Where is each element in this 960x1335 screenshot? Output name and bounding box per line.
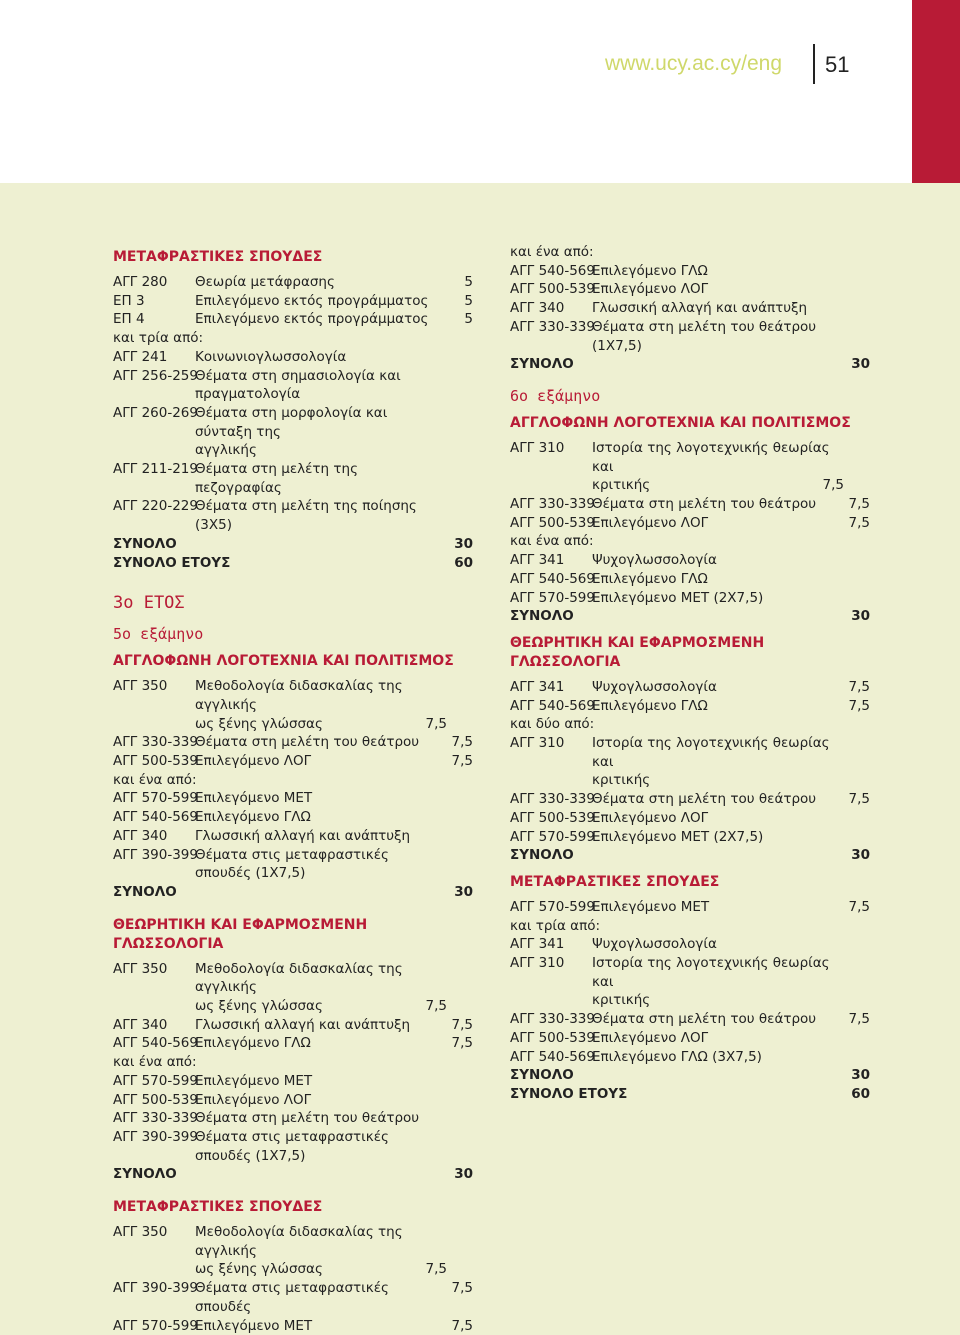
left-column (113, 243, 473, 1335)
course-row (510, 551, 870, 570)
header-divider (813, 44, 815, 84)
course-credits: 7,5 (451, 1035, 473, 1052)
course-row (510, 589, 870, 608)
course-credits: 7,5 (451, 734, 473, 751)
section-heading: ΘΕΩΡΗΤΙΚΗ ΚΑΙ ΕΦΑΡΜΟΣΜΕΝΗ ΓΛΩΣΣΟΛΟΓΙΑ (510, 634, 765, 670)
total-value: 30 (454, 1166, 473, 1183)
course-code: ΑΓΓ 280 (113, 274, 168, 290)
course-title: Επιλεγόμενο ΜΕΤ (2Χ7,5) (592, 589, 764, 606)
course-row (113, 1034, 473, 1053)
course-title: Επιλεγόμενο ΜΕΤ (592, 898, 710, 915)
course-row (113, 677, 473, 714)
course-credits: 7,5 (425, 1261, 447, 1278)
course-list (510, 898, 870, 1066)
course-credits: 7,5 (848, 496, 870, 513)
course-title: Επιλεγόμενο ΓΛΩ (592, 570, 708, 587)
course-code: ΑΓΓ 350 (113, 1224, 168, 1241)
course-code: ΑΓΓ 260-269 (113, 404, 198, 421)
course-title: Επιλεγόμενο ΜΕΤ (2Χ7,5) (592, 828, 764, 845)
total-row (510, 355, 870, 374)
course-row (113, 460, 473, 497)
course-title: Επιλεγόμενο ΛΟΓ (592, 809, 709, 826)
course-credits: 5 (464, 311, 473, 328)
course-code: ΑΓΓ 500-539 (510, 1029, 595, 1046)
course-row (510, 954, 870, 991)
choice-note: και ένα από: (510, 244, 594, 260)
course-credits: 7,5 (848, 898, 870, 915)
choice-note: και δύο από: (510, 716, 595, 733)
course-row (113, 1091, 473, 1110)
total-label: ΣΥΝΟΛΟ (510, 847, 574, 864)
course-credits: 7,5 (425, 715, 447, 732)
course-title: Επιλεγόμενο ΓΛΩ (3Χ7,5) (592, 1048, 762, 1065)
course-row (510, 262, 870, 281)
course-row (510, 790, 870, 809)
course-code: ΑΓΓ 310 (510, 735, 565, 752)
course-code: ΑΓΓ 340 (510, 300, 565, 317)
course-title: Θέματα στις μεταφραστικές σπουδές (1Χ7,5) (195, 1128, 389, 1164)
course-row (113, 1016, 473, 1035)
course-credits: 5 (464, 274, 473, 290)
total-label: ΣΥΝΟΛΟ (510, 608, 574, 625)
course-row (113, 310, 473, 329)
course-title: Θέματα στη μελέτη του θεάτρου (592, 1011, 817, 1028)
course-code: ΑΓΓ 540-569 (510, 570, 595, 587)
course-code: ΑΓΓ 330-339 (510, 791, 595, 808)
course-title-continuation (113, 1260, 447, 1279)
course-title-continuation (113, 997, 447, 1016)
course-row (510, 678, 870, 697)
course-code: ΑΓΓ 540-569 (510, 697, 595, 714)
course-code: ΑΓΓ 500-539 (510, 809, 595, 826)
choice-note: και τρία από: (510, 917, 601, 934)
course-code: ΑΓΓ 540-569 (113, 1035, 198, 1052)
course-row (113, 752, 473, 771)
course-title: Επιλεγόμενο ΓΛΩ (195, 809, 311, 826)
year-heading: 3ο ΕΤΟΣ (113, 593, 185, 614)
course-title-cont: κριτικής (592, 992, 651, 1009)
course-list (510, 678, 870, 846)
course-row (113, 1279, 473, 1316)
course-title: Ψυχογλωσσολογία (592, 678, 717, 695)
course-title-cont: αγγλικής (195, 442, 257, 459)
course-title: Θέματα στη μελέτη της πεζογραφίας (195, 461, 359, 496)
course-title: Γλωσσική αλλαγή και ανάπτυξη (592, 300, 808, 317)
course-title: Επιλεγόμενο ΛΟΓ (592, 281, 709, 298)
course-title: Θέματα στη μορφολογία και σύνταξη της (195, 404, 388, 440)
course-row (510, 439, 870, 476)
course-code: ΑΓΓ 570-599 (510, 589, 595, 606)
section-heading: ΜΕΤΑΦΡΑΣΤΙΚΕΣ ΣΠΟΥΔΕΣ (113, 1199, 323, 1216)
course-row (510, 570, 870, 589)
course-code: ΑΓΓ 570-599 (113, 1317, 198, 1334)
semester-heading: 6ο εξάμηνο (510, 386, 601, 405)
course-code: ΑΓΓ 330-339 (510, 496, 595, 513)
course-code: ΑΓΓ 211-219 (113, 461, 198, 478)
course-row (510, 1029, 870, 1048)
choice-note: και τρία από: (113, 330, 204, 347)
course-title: Μεθοδολογία διδασκαλίας της αγγλικής (195, 1224, 403, 1259)
course-title-continuation (113, 385, 447, 404)
course-code: ΑΓΓ 540-569 (113, 809, 198, 826)
course-title: Ιστορία της λογοτεχνικής θεωρίας και (592, 735, 830, 770)
course-code: ΑΓΓ 330-339 (113, 1110, 198, 1127)
course-code: ΑΓΓ 340 (113, 1016, 168, 1033)
course-credits: 5 (464, 292, 473, 309)
course-row (113, 846, 473, 883)
course-title: Γλωσσική αλλαγή και ανάπτυξη (195, 827, 411, 844)
total-value: 30 (851, 847, 870, 864)
course-row (113, 273, 473, 292)
total-label: ΣΥΝΟΛΟ (113, 1166, 177, 1183)
course-title: Επιλεγόμενο ΓΛΩ (592, 262, 708, 279)
course-title: Θέματα στη μελέτη του θεάτρου (195, 734, 420, 751)
right-column (510, 243, 870, 1104)
total-value: 30 (851, 1067, 870, 1084)
course-title: Επιλεγόμενο ΓΛΩ (195, 1035, 311, 1052)
course-row (510, 495, 870, 514)
website-url[interactable]: www.ucy.ac.cy/eng (605, 52, 783, 75)
course-title: Μεθοδολογία διδασκαλίας της αγγλικής (195, 960, 403, 996)
course-title: Θέματα στη μελέτη της ποίησης (3Χ5) (195, 498, 417, 534)
total-value: 30 (454, 883, 473, 900)
total-row (113, 535, 473, 554)
year-total-value: 60 (454, 554, 473, 571)
course-title: Ιστορία της λογοτεχνικής θεωρίας και (592, 955, 830, 990)
course-credits: 7,5 (451, 753, 473, 770)
course-title: Επιλεγόμενο ΛΟΓ (592, 1029, 709, 1046)
course-code: ΑΓΓ 500-539 (510, 281, 595, 298)
total-row (113, 883, 473, 902)
course-title: Γλωσσική αλλαγή και ανάπτυξη (195, 1016, 411, 1033)
course-code: ΑΓΓ 341 (510, 678, 565, 695)
course-code: ΕΠ 3 (113, 292, 145, 309)
course-title: Επιλεγόμενο ΜΕΤ (195, 790, 313, 807)
course-code: ΑΓΓ 500-539 (510, 514, 595, 531)
course-row (113, 1072, 473, 1091)
course-row (113, 497, 473, 534)
total-row (510, 846, 870, 865)
course-title-continuation (113, 441, 447, 460)
course-row (113, 1317, 473, 1335)
course-credits: 7,5 (848, 678, 870, 695)
course-list (113, 960, 473, 1166)
course-title-continuation (113, 715, 447, 734)
course-title: Επιλεγόμενο ΜΕΤ (195, 1072, 313, 1089)
course-list (113, 1223, 473, 1335)
course-code: ΑΓΓ 570-599 (113, 1072, 198, 1089)
course-title: Θέματα στις μεταφραστικές σπουδές (195, 1280, 389, 1315)
choice-note: και ένα από: (113, 1054, 197, 1071)
course-code: ΑΓΓ 341 (510, 552, 565, 569)
course-title-cont: κριτικής (592, 477, 651, 494)
course-credits: 7,5 (848, 791, 870, 808)
course-title: Επιλεγόμενο ΛΟΓ (195, 753, 312, 770)
year-total-value: 60 (851, 1085, 870, 1102)
course-code: ΑΓΓ 390-399 (113, 1280, 198, 1297)
course-code: ΑΓΓ 390-399 (113, 846, 198, 863)
course-code: ΑΓΓ 330-339 (510, 1011, 595, 1028)
course-credits: 7,5 (848, 514, 870, 531)
course-title: Κοινωνιογλωσσολογία (195, 348, 347, 365)
course-code: ΑΓΓ 241 (113, 348, 168, 365)
total-row (510, 607, 870, 626)
page-header (0, 0, 960, 183)
course-row (510, 935, 870, 954)
course-code: ΑΓΓ 570-599 (510, 898, 595, 915)
course-code: ΑΓΓ 310 (510, 955, 565, 972)
section-heading: ΘΕΩΡΗΤΙΚΗ ΚΑΙ ΕΦΑΡΜΟΣΜΕΝΗ ΓΛΩΣΣΟΛΟΓΙΑ (113, 916, 368, 952)
total-label: ΣΥΝΟΛΟ (510, 356, 574, 373)
course-code: ΑΓΓ 350 (113, 960, 168, 977)
semester-heading: 5ο εξάμηνο (113, 625, 204, 644)
course-title: Ιστορία της λογοτεχνικής θεωρίας και (592, 439, 830, 475)
course-title-continuation (510, 771, 844, 790)
course-credits: 7,5 (848, 697, 870, 714)
course-row (113, 789, 473, 808)
course-row (510, 697, 870, 716)
course-row (113, 348, 473, 367)
course-title: Επιλεγόμενο ΛΟΓ (592, 514, 709, 531)
course-code: ΑΓΓ 310 (510, 439, 565, 456)
course-title: Ψυχογλωσσολογία (592, 552, 717, 569)
year-total-row (113, 554, 473, 573)
course-code: ΑΓΓ 330-339 (510, 318, 595, 335)
course-row (510, 318, 870, 355)
course-credits: 7,5 (822, 477, 844, 494)
course-list (113, 677, 473, 883)
course-title-cont: πραγματολογία (195, 386, 301, 403)
course-title: Θέματα στη μελέτη του θεάτρου (592, 496, 817, 513)
total-label: ΣΥΝΟΛΟ (113, 535, 177, 552)
total-label: ΣΥΝΟΛΟ (113, 883, 177, 900)
course-code: ΑΓΓ 220-229 (113, 498, 198, 515)
course-row (113, 292, 473, 311)
year-total-label: ΣΥΝΟΛΟ ΕΤΟΥΣ (113, 554, 231, 571)
course-row (113, 367, 473, 386)
course-title: Ψυχογλωσσολογία (592, 936, 717, 953)
course-title: Επιλεγόμενο εκτός προγράμματος (195, 311, 429, 328)
course-row (510, 1048, 870, 1067)
course-title: Επιλεγόμενο εκτός προγράμματος (195, 292, 429, 309)
course-row (510, 734, 870, 771)
course-title-cont: ως ξένης γλώσσας (195, 1261, 323, 1278)
course-code: ΑΓΓ 341 (510, 936, 565, 953)
course-title: Επιλεγόμενο ΛΟΓ (195, 1091, 312, 1108)
section-heading: ΑΓΓΛΟΦΩΝΗ ΛΟΓΟΤΕΧΝΙΑ ΚΑΙ ΠΟΛΙΤΙΣΜΟΣ (510, 414, 851, 431)
course-row (113, 808, 473, 827)
year-total-row (510, 1085, 870, 1104)
course-row (113, 404, 473, 441)
course-row (510, 828, 870, 847)
course-code: ΑΓΓ 256-259 (113, 367, 198, 384)
course-row (510, 809, 870, 828)
page-number: 51 (825, 52, 850, 77)
course-title: Θέματα στη μελέτη του θεάτρου (195, 1110, 420, 1127)
course-code: ΑΓΓ 540-569 (510, 262, 595, 279)
year-total-label: ΣΥΝΟΛΟ ΕΤΟΥΣ (510, 1085, 628, 1102)
course-row (510, 280, 870, 299)
course-code: ΑΓΓ 350 (113, 678, 168, 695)
course-title-continuation (510, 476, 844, 495)
course-code: ΑΓΓ 570-599 (113, 790, 198, 807)
total-value: 30 (454, 535, 473, 552)
total-row (113, 1165, 473, 1184)
course-code: ΑΓΓ 500-539 (113, 1091, 198, 1108)
course-credits: 7,5 (451, 1016, 473, 1033)
course-code: ΑΓΓ 540-569 (510, 1048, 595, 1065)
section-heading: ΜΕΤΑΦΡΑΣΤΙΚΕΣ ΣΠΟΥΔΕΣ (113, 249, 323, 265)
course-title: Θέματα στις μεταφραστικές σπουδές (1Χ7,5) (195, 846, 389, 882)
course-row (113, 827, 473, 846)
course-row (113, 733, 473, 752)
course-code: ΑΓΓ 330-339 (113, 734, 198, 751)
section-heading: ΜΕΤΑΦΡΑΣΤΙΚΕΣ ΣΠΟΥΔΕΣ (510, 873, 720, 890)
course-title: Επιλεγόμενο ΓΛΩ (592, 697, 708, 714)
section-heading: ΑΓΓΛΟΦΩΝΗ ΛΟΓΟΤΕΧΝΙΑ ΚΑΙ ΠΟΛΙΤΙΣΜΟΣ (113, 653, 454, 670)
course-credits: 7,5 (451, 1280, 473, 1297)
course-title-continuation (510, 991, 844, 1010)
total-value: 30 (851, 608, 870, 625)
course-title: Θέματα στη σημασιολογία και (195, 367, 401, 384)
course-row (510, 299, 870, 318)
course-title: Θέματα στη μελέτη του θεάτρου (592, 791, 817, 808)
choice-note: και ένα από: (510, 533, 594, 550)
course-list (510, 243, 870, 355)
course-list (113, 273, 473, 535)
course-row (510, 1010, 870, 1029)
accent-bar (912, 0, 960, 183)
total-value: 30 (851, 356, 870, 373)
course-credits: 7,5 (451, 1317, 473, 1334)
course-title: Θέματα στη μελέτη του θεάτρου (1Χ7,5) (592, 318, 817, 354)
course-title: Θεωρία μετάφρασης (195, 274, 335, 290)
course-row (113, 1109, 473, 1128)
course-row (510, 514, 870, 533)
total-label: ΣΥΝΟΛΟ (510, 1067, 574, 1084)
course-code: ΑΓΓ 500-539 (113, 753, 198, 770)
course-title: Μεθοδολογία διδασκαλίας της αγγλικής (195, 678, 403, 713)
course-title-cont: κριτικής (592, 772, 651, 789)
choice-note: και ένα από: (113, 771, 197, 788)
course-credits: 7,5 (425, 998, 447, 1015)
course-credits: 7,5 (848, 1011, 870, 1028)
course-code: ΑΓΓ 340 (113, 827, 168, 844)
course-row (113, 960, 473, 997)
total-row (510, 1066, 870, 1085)
course-title: Επιλεγόμενο ΜΕΤ (195, 1317, 313, 1334)
course-code: ΕΠ 4 (113, 311, 145, 328)
course-title-cont: ως ξένης γλώσσας (195, 998, 323, 1015)
course-code: ΑΓΓ 570-599 (510, 828, 595, 845)
course-code: ΑΓΓ 390-399 (113, 1128, 198, 1145)
course-row (113, 1223, 473, 1260)
course-list (510, 439, 870, 607)
course-row (510, 898, 870, 917)
course-title-cont: ως ξένης γλώσσας (195, 715, 323, 732)
